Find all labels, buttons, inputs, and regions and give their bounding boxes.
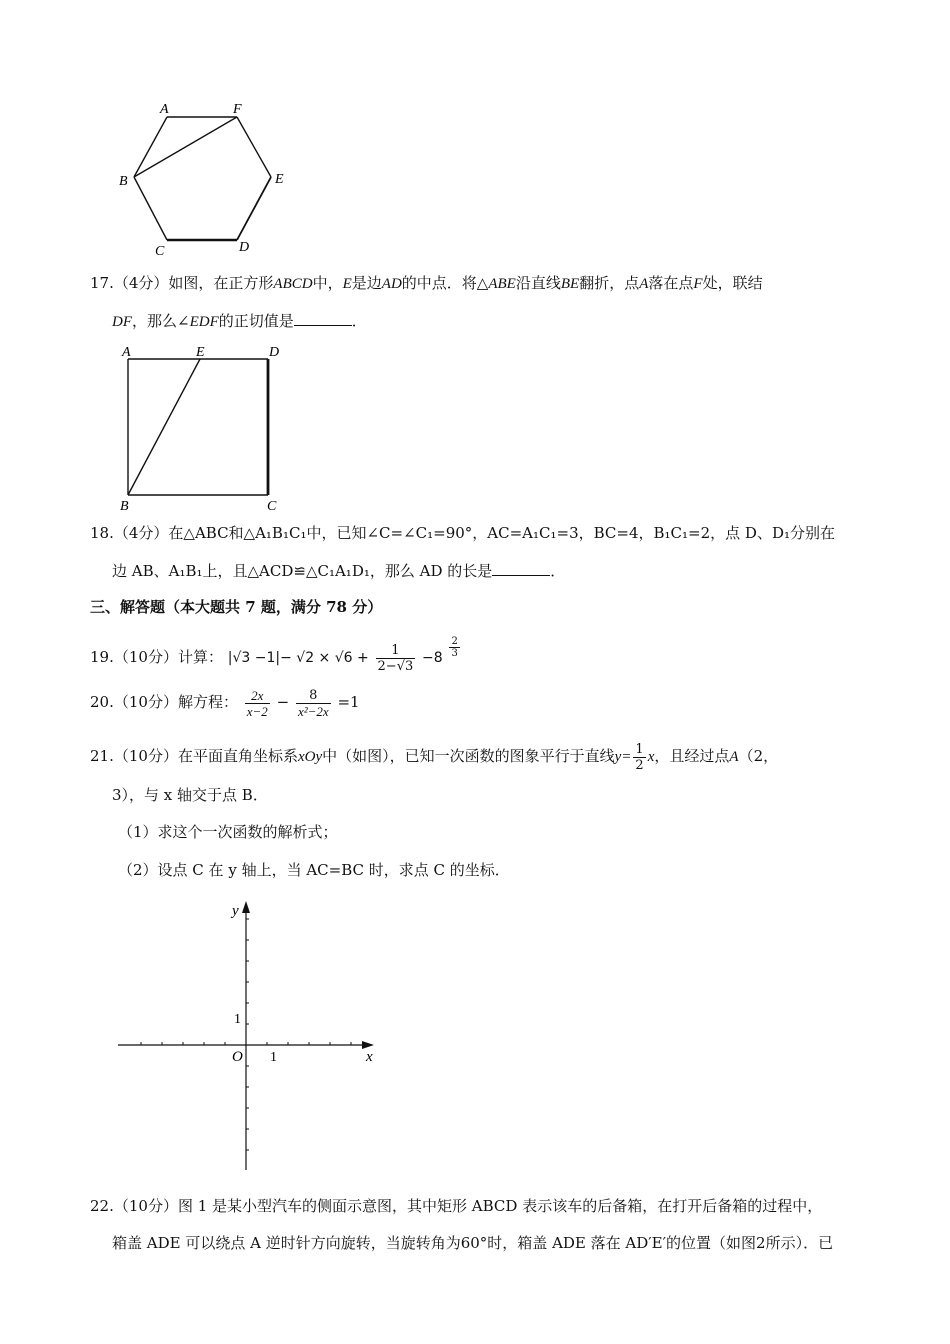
x-axis-arrow xyxy=(362,1041,374,1049)
origin-label: O xyxy=(232,1049,243,1065)
square-label-d: D xyxy=(269,345,280,360)
hex-label-d: D xyxy=(239,240,250,255)
q20-line: 20.（10分）解方程： $\frac{2x}{x-2}$ − $\frac{8}{\text{x²−2x}}$ =1 xyxy=(90,687,360,719)
hex-label-b: B xyxy=(119,174,128,189)
hex-label-c: C xyxy=(155,244,165,259)
q21-score: （10分） xyxy=(113,747,178,765)
y-axis-label: y xyxy=(232,903,239,919)
square-label-b: B xyxy=(120,499,129,514)
q17-answer-blank[interactable] xyxy=(294,311,352,326)
q17-number: 17. xyxy=(90,274,114,292)
x-unit-label: 1 xyxy=(270,1050,277,1065)
q22-number: 22. xyxy=(90,1197,114,1215)
q21-sub2: （2）设点 C 在 y 轴上，当 AC=BC 时，求点 C 的坐标． xyxy=(118,861,510,879)
q20-fraction-2: $\frac{8}{\text{x²−2x}}$ xyxy=(297,687,329,719)
hexagon-figure xyxy=(110,95,300,260)
hex-edge-cb xyxy=(134,177,167,240)
q19-line: 19.（10分）计算： |√3 −1|− √2 × √6 + $\frac{1}{2-√3}$ −8 $\frac{2}{3}$ xyxy=(90,636,458,674)
q19-score: （10分） xyxy=(113,648,178,666)
q18-number: 18. xyxy=(90,524,114,542)
hex-diagonal-bf xyxy=(134,117,237,177)
q17-line1: 17.（4分）如图，在正方形ABCD中，E是边AD的中点．将△ABE沿直线BE翻折，点A落在点F处，联结 xyxy=(90,274,763,292)
square-label-a: A xyxy=(122,345,131,360)
q19-fraction: $\frac{1}{2-√3}$ xyxy=(377,642,414,674)
y-unit-label: 1 xyxy=(234,1012,241,1027)
q19-exponent: $\frac{2}{3}$ xyxy=(451,636,458,659)
square-label-e: E xyxy=(196,345,205,360)
q18-line2: 边 AB、A₁B₁上，且△ACD≌△C₁A₁D₁，那么 AD 的长是 ． xyxy=(112,562,566,580)
q18-score: （4分） xyxy=(113,524,169,542)
q19-number: 19. xyxy=(90,648,114,666)
q20-score: （10分） xyxy=(113,693,178,711)
section3-title: 三、解答题（本大题共 7 题，满分 78 分） xyxy=(90,598,383,616)
q17-score: （4分） xyxy=(113,274,169,292)
q22-line1: 22.（10分）图 1 是某小型汽车的侧面示意图，其中矩形 ABCD 表示该车的后备箱，在打开后备箱的过程中， xyxy=(90,1197,823,1215)
x-axis-label: x xyxy=(366,1049,373,1065)
square-label-c: C xyxy=(267,499,277,514)
hex-edge-fe xyxy=(237,117,271,177)
q21-line2: 3），与 x 轴交于点 B． xyxy=(112,786,268,804)
hex-label-e: E xyxy=(275,172,284,187)
hex-edge-ed xyxy=(237,177,271,240)
q21-half-fraction: $\frac{1}{2}$ xyxy=(635,741,644,773)
q20-number: 20. xyxy=(90,693,114,711)
q18-line1: 18.（4分）在△ABC和△A₁B₁C₁中，已知∠C=∠C₁=90°，AC=A₁C₁=3，BC=4，B₁C₁=2，点 D、D₁分别在 xyxy=(90,524,835,542)
square-figure xyxy=(112,340,292,515)
q21-sub1: （1）求这个一次函数的解析式； xyxy=(118,823,338,841)
q22-score: （10分） xyxy=(113,1197,178,1215)
hex-label-f: F xyxy=(233,102,242,117)
y-axis-arrow xyxy=(242,901,250,913)
q22-line2: 箱盖 ADE 可以绕点 A 逆时针方向旋转，当旋转角为60°时，箱盖 ADE 落在 AD′E′的位置（如图2所示）．已 xyxy=(112,1234,834,1252)
q21-line1: 21.（10分）在平面直角坐标系xOy中（如图），已知一次函数的图象平行于直线y= $\frac{1}{2}$ x，且经过点A（2， xyxy=(90,741,779,773)
segment-be xyxy=(128,359,200,495)
q20-fraction-1: $\frac{2x}{x-2}$ xyxy=(246,687,268,719)
q17-line2: DF，那么∠EDF的正切值是 ． xyxy=(112,312,367,330)
q21-number: 21. xyxy=(90,747,114,765)
coordinate-axes-figure xyxy=(110,895,390,1180)
q18-answer-blank[interactable] xyxy=(492,561,550,576)
hex-label-a: A xyxy=(160,102,169,117)
